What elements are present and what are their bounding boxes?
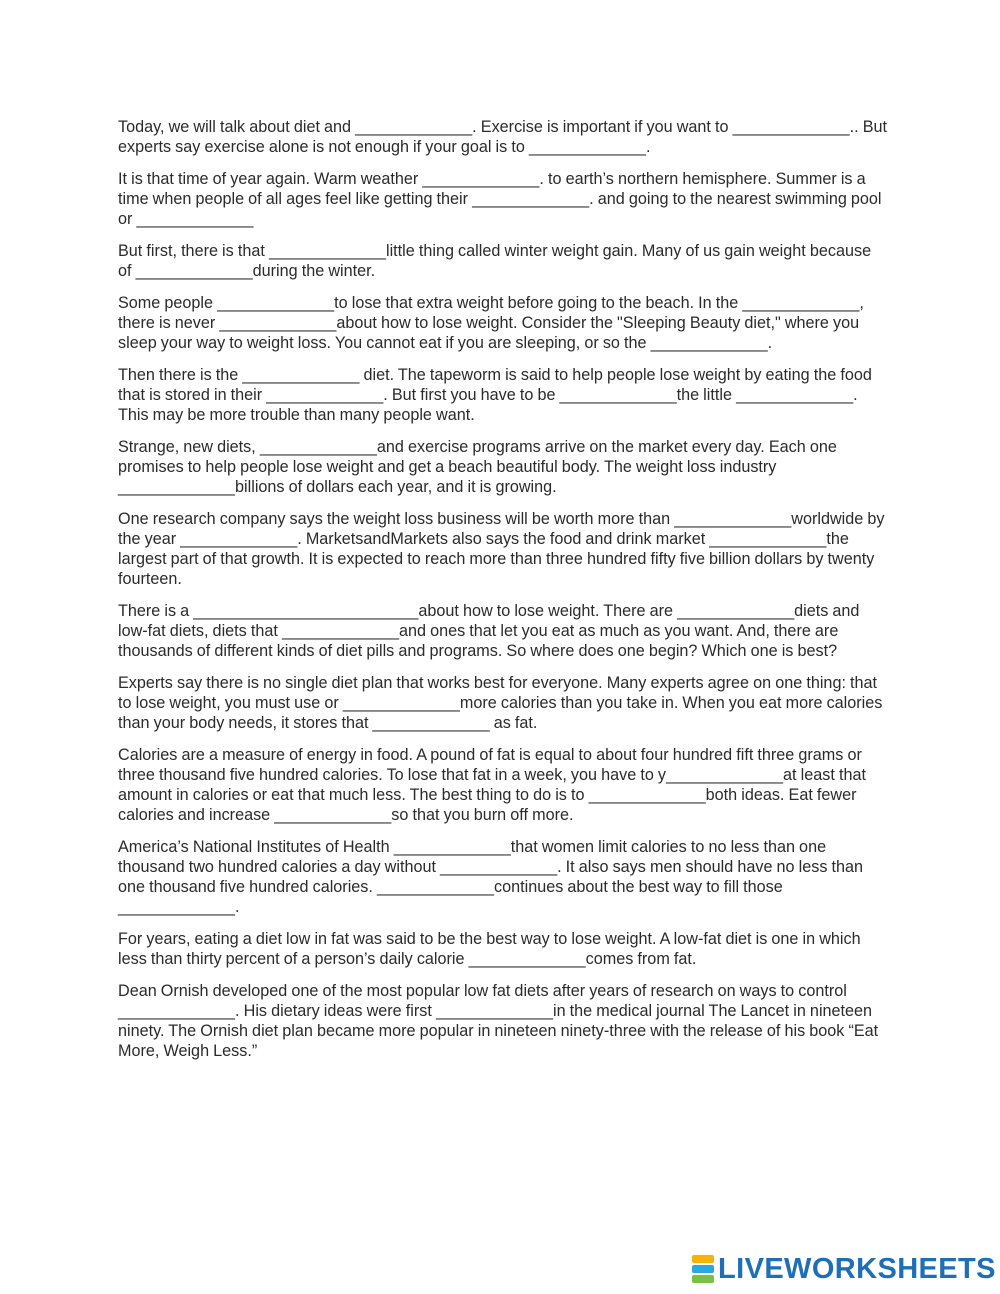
paragraph-9: Experts say there is no single diet plan that works best for everyone. Many experts agree on one thing: that to lose weight, you must use or _____________more calories than you take in. When you eat more calories than your body needs, it stores that _____________ as fat. <box>118 674 883 732</box>
paragraph-6: Strange, new diets, _____________and exercise programs arrive on the market every day. Each one promises to help people lose weight and get a beach beautiful body. The weight loss industry _____________billions of dollars each year, and it is growing. <box>118 438 837 496</box>
logo-block-icon <box>692 1275 714 1283</box>
paragraph-11: America’s National Institutes of Health _____________that women limit calories to no less than one thousand two hundred calories a day without _____________. It also says men should have no less than one thousand five hundred calories. _____________continues about the best way to fill those _____________. <box>118 838 864 916</box>
paragraph-1: Today, we will talk about diet and _____________. Exercise is important if you want to _____________.. But experts say exercise alone is not enough if your goal is to _____________. <box>118 118 888 156</box>
logo-block-icon <box>692 1255 714 1263</box>
worksheet-text <box>118 117 888 1061</box>
paragraph-5: Then there is the _____________ diet. The tapeworm is said to help people lose weight by eating the food that is stored in their _____________. But first you have to be _____________the little _____________. This may be more trouble than many people want. <box>118 366 872 424</box>
paragraph-3: But first, there is that _____________little thing called winter weight gain. Many of us gain weight because of _____________during the winter. <box>118 242 872 280</box>
paragraph-4: Some people _____________to lose that extra weight before going to the beach. In the _____________, there is never _____________about how to lose weight. Consider the "Sleeping Beauty diet," where you sleep your way to weight loss. You cannot eat if you are sleeping, or so the _____________. <box>118 294 864 352</box>
paragraph-13: Dean Ornish developed one of the most popular low fat diets after years of research on ways to control _____________. His dietary ideas were first _____________in the medical journal The Lancet in nineteen ninety. The Ornish diet plan became more popular in nineteen ninety-three with the release of his book “Eat More, Weigh Less.” <box>118 982 879 1060</box>
paragraph-8: There is a _________________________about how to lose weight. There are _____________diets and low-fat diets, diets that _____________and ones that let you eat as much as you want. And, there are thousands of different kinds of diet pills and programs. So where does one begin? Which one is best? <box>118 602 860 660</box>
logo-mark-icon <box>692 1255 714 1283</box>
paragraph-12: For years, eating a diet low in fat was said to be the best way to lose weight. A low-fat diet is one in which less than thirty percent of a person’s daily calorie _____________comes from fat. <box>118 930 861 968</box>
liveworksheets-logo <box>692 1254 996 1284</box>
paragraph-10: Calories are a measure of energy in food. A pound of fat is equal to about four hundred fift three grams or three thousand five hundred calories. To lose that fat in a week, you have to y_____________at least that amount in calories or eat that much less. The best thing to do is to _____________both ideas. Eat fewer calories and increase _____________so that you burn off more. <box>118 746 866 824</box>
brand-name: LIVEWORKSHEETS <box>718 1253 996 1285</box>
paragraph-2: It is that time of year again. Warm weather _____________. to earth’s northern hemisphere. Summer is a time when people of all ages feel like getting their _____________. and going to the nearest swimming pool or _____________ <box>118 170 882 228</box>
paragraph-7: One research company says the weight loss business will be worth more than _____________worldwide by the year _____________. MarketsandMarkets also says the food and drink market _____________the largest part of that growth. It is expected to reach more than three hundred fifty five billion dollars by twenty fourteen. <box>118 510 885 588</box>
logo-block-icon <box>692 1265 714 1273</box>
